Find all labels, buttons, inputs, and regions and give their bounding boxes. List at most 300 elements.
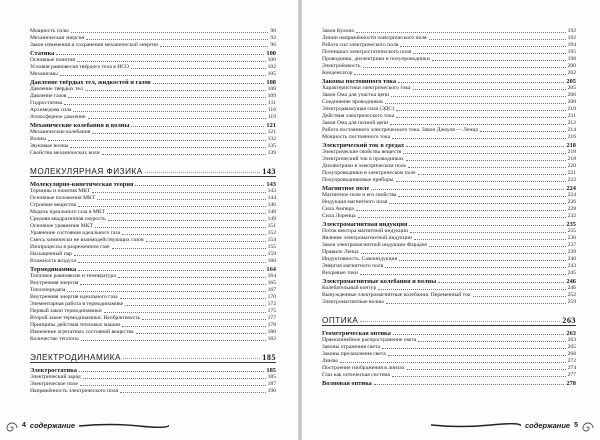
- dot-leader: [418, 341, 565, 342]
- toc-entry-page: 212: [567, 120, 576, 126]
- toc-entry-page: 192: [567, 28, 576, 34]
- toc-entry-page: 116: [267, 107, 276, 113]
- toc-entry-row: [322, 63, 576, 70]
- toc-entry-row: [30, 107, 276, 114]
- toc-entry-title: Законы постоянного тока: [322, 78, 397, 85]
- toc-entry-title: Полупроводники в электрическом поле: [322, 170, 416, 176]
- toc-entry-row: [322, 299, 576, 306]
- toc-part-heading: [322, 310, 576, 326]
- toc-entry-page: 92: [270, 35, 276, 41]
- dot-leader: [120, 392, 266, 393]
- toc-entry-row: [30, 388, 276, 395]
- dot-leader: [360, 321, 560, 322]
- toc-entry-title: Тепловое равновесие и температура: [30, 273, 116, 279]
- toc-entry-title: Характеристики электрического тока: [322, 85, 411, 91]
- dot-leader: [146, 241, 266, 242]
- swoosh-ornament: [79, 422, 169, 429]
- toc-entry-row: [322, 149, 576, 156]
- toc-entry-title: Волновая оптика: [322, 380, 372, 387]
- right-footer: [431, 420, 578, 430]
- dot-leader: [97, 199, 266, 200]
- toc-entry-title: ЭЛЕКТРОДИНАМИКА: [30, 353, 121, 362]
- toc-entry-title: Сила Ампера: [322, 206, 354, 212]
- toc-entry-title: Закон электромагнитной индукции Фарадея: [322, 242, 427, 248]
- toc-entry-title: Гидростатика: [30, 100, 63, 106]
- toc-entry-title: Основные понятия: [30, 57, 75, 63]
- toc-entry-title: Статика: [30, 50, 55, 57]
- toc-entry-title: Уравнение состояния идеального газа: [30, 230, 121, 236]
- toc-entry-title: Электроёмкость: [322, 63, 361, 69]
- dot-leader: [413, 53, 565, 54]
- toc-entry-row: [30, 143, 276, 150]
- swoosh-ornament: [431, 422, 521, 429]
- toc-entry-row: [30, 150, 276, 157]
- toc-entry-row: [30, 64, 276, 71]
- dot-leader: [48, 140, 266, 141]
- toc-section-row: [322, 379, 576, 387]
- toc-entry-page: 170: [267, 294, 276, 300]
- toc-entry-row: [30, 136, 276, 143]
- toc-entry-title: Сила Лоренца: [322, 213, 356, 219]
- toc-entry-title: Атмосферное давление: [30, 114, 86, 120]
- toc-entry-page: 175: [267, 308, 276, 314]
- toc-entry-page: 240: [567, 256, 576, 262]
- dot-leader: [122, 234, 266, 235]
- swirl-ornament-icon: [4, 420, 20, 436]
- dot-leader: [361, 253, 566, 254]
- left-toc-column: [30, 28, 276, 395]
- dot-leader: [142, 319, 266, 320]
- toc-entry-row: [322, 35, 576, 42]
- dot-leader: [385, 267, 565, 268]
- toc-entry-page: 216: [567, 134, 576, 140]
- dot-leader: [399, 260, 566, 261]
- toc-entry-title: Количество теплоты: [30, 336, 79, 342]
- toc-entry-page: 208: [567, 99, 576, 105]
- toc-entry-row: [322, 344, 576, 351]
- toc-entry-title: Поток вектора магнитной индукции: [322, 228, 408, 234]
- toc-entry-title: ОПТИКА: [322, 316, 359, 325]
- dot-leader: [403, 153, 565, 154]
- toc-entry-title: Конденсатор: [322, 70, 353, 76]
- toc-entry-page: 236: [567, 235, 576, 241]
- toc-entry-page: 121: [266, 122, 276, 129]
- toc-entry-row: [322, 113, 576, 120]
- toc-entry-title: Волны: [30, 136, 46, 142]
- dot-leader: [74, 255, 266, 256]
- toc-entry-row: [322, 263, 576, 270]
- dot-leader: [112, 248, 266, 249]
- dot-leader: [78, 270, 264, 271]
- toc-entry-row: [322, 199, 576, 206]
- dot-leader: [413, 89, 566, 90]
- toc-entry-title: Соединение проводников: [322, 99, 383, 105]
- toc-entry-title: Механическая энергия: [30, 35, 85, 41]
- toc-entry-title: Вихревые токи: [322, 270, 358, 276]
- toc-entry-row: [322, 365, 576, 372]
- toc-entry-title: Условия равновесия твёрдого тела в ИСО: [30, 64, 130, 70]
- dot-leader: [407, 369, 566, 370]
- toc-entry-page: 155: [267, 244, 276, 250]
- toc-entry-title: Внутренняя энергия идеального газа: [30, 294, 118, 300]
- toc-entry-row: [322, 99, 576, 106]
- toc-entry-page: 268: [567, 351, 576, 357]
- dot-leader: [371, 189, 564, 190]
- toc-entry-page: 182: [267, 336, 276, 342]
- toc-entry-row: [322, 170, 576, 177]
- toc-entry-title: Напряжённость электрического поля: [30, 388, 119, 394]
- toc-entry-title: Потенциал электростатического поля: [322, 49, 412, 55]
- dot-leader: [396, 110, 566, 111]
- toc-entry-row: [30, 322, 276, 329]
- toc-entry-title: Давление твёрдых тел, жидкостей и газов: [30, 79, 151, 86]
- dot-leader: [122, 326, 265, 327]
- toc-entry-page: 111: [268, 100, 276, 106]
- toc-entry-title: Работа постоянного электрического тока. Закон Джоуля — Ленца: [322, 127, 478, 133]
- dot-leader: [400, 46, 565, 47]
- toc-entry-title: Электрический заряд: [30, 374, 81, 380]
- toc-entry-row: [30, 280, 276, 287]
- dot-leader: [95, 227, 266, 228]
- toc-entry-row: [322, 285, 576, 292]
- toc-entry-row: [322, 256, 576, 263]
- dot-leader: [56, 54, 264, 55]
- dot-leader: [414, 239, 566, 240]
- toc-entry-title: Звуковые волны: [30, 143, 69, 149]
- toc-entry-page: 159: [267, 251, 276, 257]
- toc-entry-page: 224: [567, 192, 576, 198]
- toc-entry-row: [322, 120, 576, 127]
- dot-leader: [388, 355, 566, 356]
- toc-entry-row: [322, 206, 576, 213]
- toc-entry-row: [30, 223, 276, 230]
- toc-entry-page: 246: [566, 278, 576, 285]
- toc-entry-title: Вынужденные электромагнитные колебания. Переменный ток: [322, 292, 471, 298]
- toc-entry-page: 235: [567, 228, 576, 234]
- toc-entry-page: 263: [567, 337, 576, 343]
- dot-leader: [92, 192, 265, 193]
- toc-entry-page: 246: [567, 285, 576, 291]
- toc-entry-title: Диэлектрики в электрическом поле: [322, 163, 406, 169]
- toc-entry-page: 205: [566, 78, 576, 85]
- toc-entry-row: [322, 56, 576, 63]
- left-footer: [22, 420, 169, 430]
- dot-leader: [410, 232, 566, 233]
- dot-leader: [64, 104, 266, 105]
- toc-entry-row: [322, 127, 576, 134]
- dot-leader: [131, 126, 264, 127]
- toc-entry-page: 177: [267, 315, 276, 321]
- toc-section-row: [30, 78, 276, 86]
- dot-leader: [108, 220, 266, 221]
- toc-entry-title: Изменение агрегатных состояний вещества: [30, 329, 134, 335]
- toc-entry-page: 151: [267, 223, 276, 229]
- toc-entry-page: 132: [267, 136, 276, 142]
- toc-entry-row: [322, 177, 576, 184]
- dot-leader: [125, 305, 265, 306]
- toc-entry-row: [322, 70, 576, 77]
- toc-entry-row: [30, 216, 276, 223]
- toc-entry-page: 119: [267, 114, 276, 120]
- toc-entry-title: Теплопередача: [30, 287, 66, 293]
- toc-entry-row: [30, 93, 276, 100]
- toc-entry-row: [30, 71, 276, 78]
- toc-entry-page: 245: [567, 270, 576, 276]
- toc-entry-page: 220: [567, 163, 576, 169]
- dot-leader: [406, 160, 566, 161]
- toc-entry-page: 263: [566, 330, 576, 337]
- toc-entry-row: [30, 273, 276, 280]
- dot-leader: [409, 225, 564, 226]
- toc-entry-page: 144: [267, 195, 276, 201]
- toc-entry-page: 198: [567, 56, 576, 62]
- toc-entry-title: МОЛЕКУЛЯРНАЯ ФИЗИКА: [30, 167, 143, 176]
- dot-leader: [135, 185, 264, 186]
- toc-entry-page: 178: [267, 322, 276, 328]
- toc-entry-title: Механические колебания: [30, 129, 91, 135]
- dot-leader: [67, 291, 265, 292]
- dot-leader: [438, 282, 564, 283]
- toc-entry-title: Свойства механических волн: [30, 150, 100, 156]
- toc-entry-title: Закон Ома для участка цепи: [322, 92, 389, 98]
- toc-entry-title: Полупроводниковые приборы: [322, 177, 394, 183]
- toc-entry-page: 180: [267, 329, 276, 335]
- toc-entry-row: [30, 42, 276, 49]
- toc-entry-title: Электрический ток в средах: [322, 142, 405, 149]
- toc-entry-row: [30, 374, 276, 381]
- toc-entry-title: Электромагнитные волны: [322, 299, 384, 305]
- toc-entry-row: [322, 249, 576, 256]
- toc-entry-row: [322, 358, 576, 365]
- toc-entry-title: Принципы действия тепловых машин: [30, 322, 121, 328]
- dot-leader: [340, 362, 566, 363]
- dot-leader: [429, 246, 566, 247]
- toc-entry-row: [30, 28, 276, 35]
- toc-entry-row: [322, 213, 576, 220]
- toc-entry-title: Глаз как оптическая система: [322, 372, 391, 378]
- toc-entry-page: 192: [567, 35, 576, 41]
- toc-entry-page: 221: [567, 170, 576, 176]
- left-page-number: 4: [22, 421, 26, 429]
- toc-entry-title: Модель идеального газа в МКТ: [30, 209, 105, 215]
- toc-entry-row: [30, 315, 276, 322]
- dot-leader: [389, 203, 565, 204]
- toc-entry-page: 218: [567, 156, 576, 162]
- dot-leader: [374, 384, 565, 385]
- toc-entry-page: 263: [562, 316, 576, 325]
- dot-leader: [363, 67, 566, 68]
- toc-entry-title: Молекулярно-кинетическая теория: [30, 181, 134, 188]
- toc-entry-page: 135: [267, 143, 276, 149]
- dot-leader: [408, 167, 566, 168]
- dot-leader: [68, 97, 265, 98]
- toc-entry-title: Индукция магнитного поля: [322, 199, 388, 205]
- toc-entry-row: [322, 106, 576, 113]
- toc-entry-page: 214: [567, 127, 576, 133]
- toc-entry-page: 228: [567, 206, 576, 212]
- toc-entry-page: 90: [270, 28, 276, 34]
- toc-entry-page: 222: [567, 177, 576, 183]
- toc-entry-page: 243: [567, 263, 576, 269]
- toc-entry-row: [30, 114, 276, 121]
- dot-leader: [429, 39, 566, 40]
- dot-leader: [83, 378, 266, 379]
- toc-entry-page: 167: [267, 287, 276, 293]
- toc-section-row: [30, 180, 276, 188]
- toc-entry-page: 272: [567, 358, 576, 364]
- toc-entry-title: Давление газов: [30, 93, 67, 99]
- toc-entry-title: Влажность воздуха: [30, 258, 77, 264]
- toc-entry-row: [30, 336, 276, 343]
- toc-entry-page: 239: [567, 249, 576, 255]
- dot-leader: [92, 133, 265, 134]
- toc-entry-page: 185: [262, 353, 276, 362]
- dot-leader: [396, 181, 566, 182]
- toc-entry-title: Первый закон термодинамики: [30, 308, 102, 314]
- toc-section-row: [322, 220, 576, 228]
- toc-entry-row: [322, 92, 576, 99]
- right-section-brand: содержание: [524, 420, 571, 430]
- toc-entry-title: Насыщенный пар: [30, 251, 72, 257]
- toc-entry-title: Внутренняя энергия: [30, 280, 79, 286]
- toc-entry-row: [322, 270, 576, 277]
- toc-entry-page: 237: [567, 242, 576, 248]
- dot-leader: [396, 117, 566, 118]
- toc-entry-row: [30, 244, 276, 251]
- toc-entry-page: 210: [567, 106, 576, 112]
- dot-leader: [85, 90, 266, 91]
- toc-entry-title: Второй закон термодинамики. Необратимость: [30, 315, 141, 321]
- toc-entry-page: 185: [266, 367, 276, 374]
- toc-entry-title: Построение изображения в линзах: [322, 365, 405, 371]
- toc-entry-row: [322, 42, 576, 49]
- toc-entry-row: [322, 28, 576, 35]
- toc-entry-row: [30, 202, 276, 209]
- toc-entry-page: 195: [567, 49, 576, 55]
- toc-entry-row: [30, 301, 276, 308]
- toc-entry-page: 278: [566, 380, 576, 387]
- toc-entry-row: [30, 329, 276, 336]
- toc-entry-page: 160: [267, 258, 276, 264]
- toc-entry-page: 146: [267, 202, 276, 208]
- toc-entry-row: [30, 209, 276, 216]
- toc-entry-row: [30, 258, 276, 265]
- dot-leader: [107, 213, 266, 214]
- dot-leader: [356, 32, 566, 33]
- toc-entry-title: Правило Ленца: [322, 249, 359, 255]
- toc-entry-page: 165: [267, 280, 276, 286]
- dot-leader: [88, 118, 266, 119]
- toc-entry-page: 108: [267, 86, 276, 92]
- toc-entry-page: 206: [567, 92, 576, 98]
- dot-leader: [81, 340, 266, 341]
- toc-section-row: [322, 184, 576, 192]
- dot-leader: [398, 82, 564, 83]
- toc-entry-row: [30, 129, 276, 136]
- toc-entry-row: [322, 351, 576, 358]
- toc-entry-title: Мощность постоянного тока: [322, 134, 391, 140]
- toc-section-row: [322, 329, 576, 337]
- dot-leader: [393, 334, 565, 335]
- toc-entry-title: Индуктивность. Самоиндукция: [322, 256, 398, 262]
- toc-entry-page: 164: [267, 273, 276, 279]
- toc-section-row: [30, 366, 276, 374]
- dot-leader: [118, 277, 266, 278]
- toc-entry-title: Геометрическая оптика: [322, 330, 391, 337]
- dot-leader: [480, 131, 566, 132]
- dot-leader: [153, 83, 265, 84]
- toc-entry-title: Мощность силы: [30, 28, 69, 34]
- toc-entry-title: Линии напряжённости электрического поля: [322, 35, 427, 41]
- toc-entry-row: [322, 85, 576, 92]
- dot-leader: [406, 146, 564, 147]
- toc-entry-page: 194: [567, 42, 576, 48]
- dot-leader: [123, 358, 260, 359]
- dot-leader: [77, 61, 266, 62]
- toc-entry-row: [30, 86, 276, 93]
- toc-entry-page: 232: [567, 213, 576, 219]
- toc-entry-row: [322, 292, 576, 299]
- toc-entry-title: Давление твёрдых тел: [30, 86, 83, 92]
- right-page-number: 5: [574, 421, 578, 429]
- toc-entry-page: 200: [567, 63, 576, 69]
- toc-entry-title: Работа сил электрического поля: [322, 42, 399, 48]
- dot-leader: [160, 46, 268, 47]
- toc-entry-page: 154: [267, 237, 276, 243]
- toc-entry-title: Магнитное поле: [322, 185, 370, 192]
- toc-entry-title: Энергия магнитного поля: [322, 263, 384, 269]
- toc-entry-page: 164: [266, 266, 276, 273]
- dot-leader: [145, 172, 261, 173]
- toc-entry-row: [30, 308, 276, 315]
- toc-entry-page: 202: [567, 70, 576, 76]
- dot-leader: [418, 174, 566, 175]
- toc-entry-page: 100: [266, 50, 276, 57]
- toc-entry-row: [322, 163, 576, 170]
- toc-entry-row: [30, 294, 276, 301]
- dot-leader: [392, 376, 566, 377]
- toc-entry-title: Электрическое поле: [30, 381, 78, 387]
- toc-entry-row: [30, 230, 276, 237]
- toc-entry-row: [30, 287, 276, 294]
- dot-leader: [131, 68, 266, 69]
- toc-entry-page: 185: [267, 374, 276, 380]
- toc-entry-title: Закон Ома для полной цепи: [322, 120, 389, 126]
- dot-leader: [386, 303, 566, 304]
- toc-entry-page: 252: [567, 292, 576, 298]
- toc-part-heading: [30, 161, 276, 177]
- toc-entry-title: Строение вещества: [30, 202, 77, 208]
- dot-leader: [473, 296, 566, 297]
- dot-leader: [71, 32, 269, 33]
- toc-entry-row: [322, 372, 576, 379]
- toc-entry-row: [30, 251, 276, 258]
- dot-leader: [80, 385, 266, 386]
- toc-entry-title: Термины и понятия МКТ: [30, 188, 91, 194]
- dot-leader: [392, 138, 565, 139]
- toc-entry-page: 226: [567, 199, 576, 205]
- dot-leader: [80, 284, 265, 285]
- swirl-ornament-icon: [580, 420, 596, 436]
- toc-part-heading: [30, 347, 276, 363]
- left-section-brand: содержание: [29, 420, 76, 430]
- dot-leader: [390, 124, 566, 125]
- toc-entry-title: Электромагнитная индукция: [322, 221, 408, 228]
- toc-entry-title: Элементарная работа в термодинамике: [30, 301, 124, 307]
- toc-entry-page: 100: [267, 57, 276, 63]
- toc-entry-page: 139: [267, 150, 276, 156]
- toc-entry-page: 143: [267, 188, 276, 194]
